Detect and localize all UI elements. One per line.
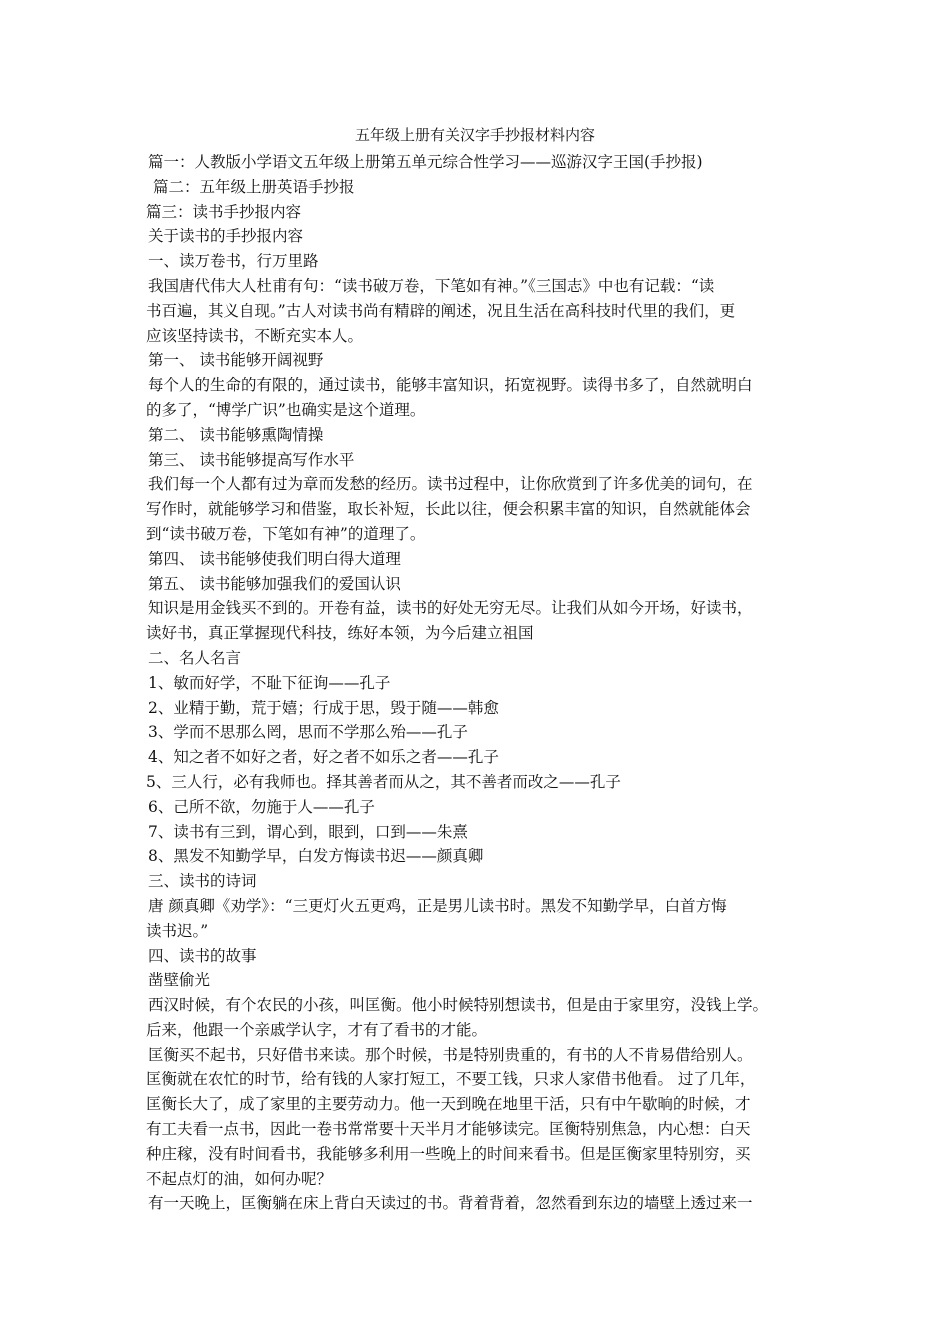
text-line: 每个人的生命的有限的，通过读书，能够丰富知识，拓宽视野。读得书多了，自然就明白: [148, 376, 753, 395]
text-line: 四、读书的故事: [148, 946, 257, 965]
text-line: 一、读万卷书，行万里路: [148, 252, 319, 271]
text-line: 篇一：人教版小学语文五年级上册第五单元综合性学习——巡游汉字王国(手抄报): [148, 153, 703, 171]
text-line: 第四、 读书能够使我们明白得大道理: [148, 549, 401, 568]
text-line: 二、名人名言: [148, 648, 242, 667]
text-line: 我国唐代伟大人杜甫有句：“读书破万卷，下笔如有神。”《三国志》中也有记载：“读: [148, 276, 715, 295]
text-line: 不起点灯的油，如何办呢？: [146, 1169, 333, 1188]
text-line: 8、黑发不知勤学早，白发方悔读书迟——颜真卿: [148, 847, 484, 866]
text-line: 的多了，“博学广识”也确实是这个道理。: [146, 400, 426, 419]
text-line: 后来，他跟一个亲戚学认字，才有了看书的才能。: [146, 1020, 488, 1039]
text-line: 西汉时候，有个农民的小孩，叫匡衡。他小时候特别想读书，但是由于家里穷，没钱上学。: [148, 996, 769, 1015]
text-line: 有工夫看一点书，因此一卷书常常要十天半月才能够读完。匡衡特别焦急，内心想：白天: [146, 1120, 751, 1139]
text-line: 种庄稼，没有时间看书，我能够多利用一些晚上的时间来看书。但是匡衡家里特别穷，买: [146, 1144, 751, 1163]
text-line: 匡衡长大了，成了家里的主要劳动力。他一天到晚在地里干活，只有中午歇晌的时候，才: [146, 1095, 751, 1114]
text-line: 凿壁偷光: [148, 971, 211, 990]
text-line: 3、学而不思那么罔，思而不学那么殆——孔子: [148, 723, 468, 742]
text-line: 7、读书有三到，谓心到，眼到，口到——朱熹: [148, 822, 468, 841]
text-line: 2、业精于勤，荒于嬉；行成于思，毁于随——韩愈: [148, 698, 499, 717]
text-line: 唐 颜真卿《劝学》：“三更灯火五更鸡，正是男儿读书时。黑发不知勤学早，白首方悔: [148, 896, 727, 915]
text-line: 读好书，真正掌握现代科技，练好本领，为今后建立祖国: [146, 624, 534, 643]
text-line: 篇三：读书手抄报内容: [146, 202, 302, 221]
text-line: 6、己所不欲，勿施于人——孔子: [148, 797, 375, 816]
text-line: 第二、 读书能够熏陶情操: [148, 425, 324, 444]
text-line: 知识是用金钱买不到的。开卷有益，读书的好处无穷无尽。让我们从如今开场，好读书，: [148, 599, 753, 618]
text-line: 三、读书的诗词: [148, 872, 257, 891]
text-line: 4、知之者不如好之者，好之者不如乐之者——孔子: [148, 748, 499, 767]
text-line: 篇二：五年级上册英语手抄报: [153, 177, 355, 196]
text-line: 到“读书破万卷，下笔如有神”的道理了。: [146, 524, 426, 543]
text-line: 读书迟。”: [146, 921, 209, 940]
document-title: 五年级上册有关汉字手抄报材料内容: [354, 126, 595, 144]
text-line: 我们每一个人都有过为章而发愁的经历。读书过程中，让你欣赏到了许多优美的词句，在: [148, 475, 753, 494]
text-line: 第一、 读书能够开阔视野: [148, 351, 324, 370]
text-line: 匡衡就在农忙的时节，给有钱的人家打短工，不要工钱，只求人家借书他看。 过了几年，: [146, 1070, 756, 1089]
text-line: 第五、 读书能够加强我们的爱国认识: [148, 574, 401, 593]
text-line: 写作时，就能够学习和借鉴，取长补短，长此以往，便会积累丰富的知识，自然就能体会: [146, 500, 751, 519]
text-line: 书百遍，其义自现。”古人对读书尚有精辟的阐述，况且生活在高科技时代里的我们，更: [146, 301, 736, 320]
text-line: 匡衡买不起书，只好借书来读。那个时候，书是特别贵重的，有书的人不肯易借给别人。: [148, 1045, 753, 1064]
text-line: 第三、 读书能够提高写作水平: [148, 450, 355, 469]
text-line: 1、敏而好学，不耻下征询——孔子: [148, 673, 391, 692]
text-line: 关于读书的手抄报内容: [148, 227, 304, 246]
text-line: 应该坚持读书，不断充实本人。: [146, 326, 364, 345]
text-line: 有一天晚上，匡衡躺在床上背白天读过的书。背着背着，忽然看到东边的墙壁上透过来一: [148, 1194, 753, 1213]
document-body: [146, 150, 826, 1216]
text-line: 5、三人行，必有我师也。择其善者而从之，其不善者而改之——孔子: [146, 772, 621, 791]
